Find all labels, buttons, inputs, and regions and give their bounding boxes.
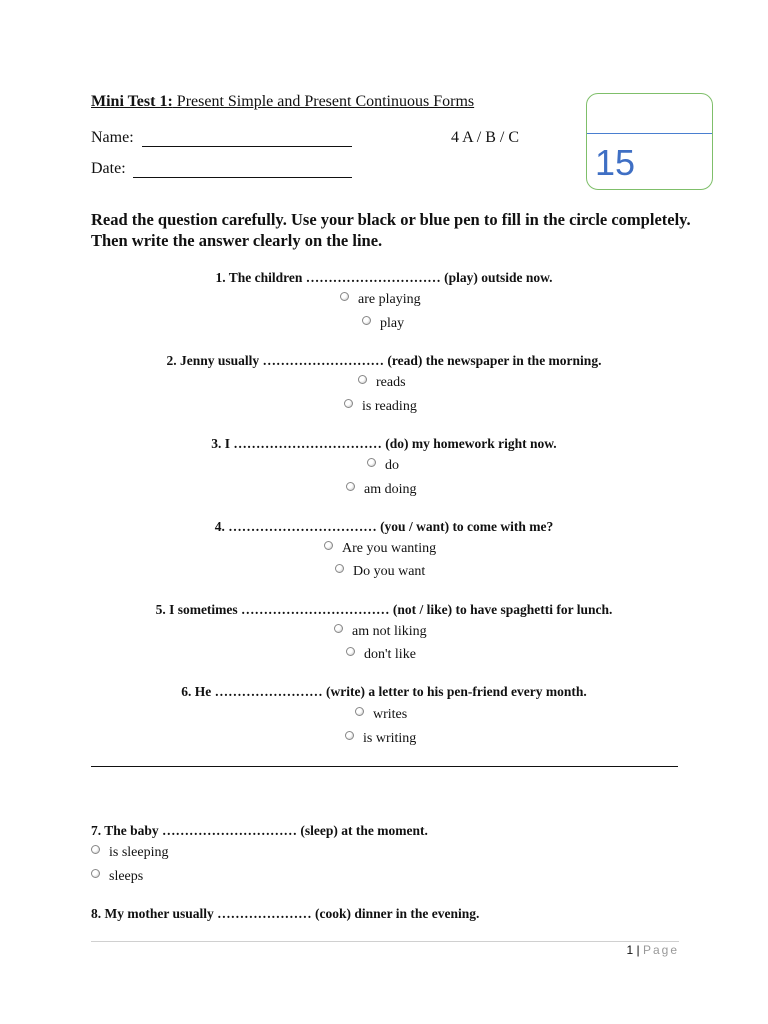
footer-divider (91, 941, 679, 942)
test-title-bold: Mini Test 1: (91, 93, 173, 110)
radio-circle-icon[interactable] (358, 375, 367, 384)
section-divider (91, 766, 678, 767)
option-label: am doing (364, 482, 417, 497)
name-blank[interactable] (142, 146, 352, 147)
instructions: Read the question carefully. Use your black or blue pen to fill in the circle completely. Then write the answer clearly on the line. (91, 210, 691, 250)
question-6: 6. He …………………… (write) a letter to his pen-friend every month. (181, 684, 587, 699)
question-3: 3. I …………………………… (do) my homework right now. (211, 436, 557, 451)
option-label: is writing (363, 731, 417, 746)
date-blank[interactable] (133, 177, 352, 178)
option-5b[interactable] (346, 647, 416, 663)
radio-circle-icon[interactable] (335, 564, 344, 573)
radio-circle-icon[interactable] (367, 458, 376, 467)
option-label: do (385, 458, 399, 473)
option-label: is reading (362, 399, 417, 414)
radio-circle-icon[interactable] (91, 869, 100, 878)
class-label: 4 A / B / C (451, 129, 520, 146)
test-title-rest: Present Simple and Present Continuous Forms (172, 93, 475, 110)
radio-circle-icon[interactable] (344, 399, 353, 408)
footer-separator: | (636, 943, 640, 957)
option-label: are playing (358, 292, 421, 307)
option-7b[interactable] (91, 869, 143, 885)
option-3b[interactable] (346, 482, 417, 498)
test-title (91, 93, 474, 111)
option-label: reads (376, 375, 406, 390)
option-5a[interactable] (334, 624, 427, 640)
option-2b[interactable] (344, 399, 417, 415)
option-6b[interactable] (345, 731, 416, 747)
option-label: am not liking (352, 624, 427, 639)
option-label: don't like (364, 647, 416, 662)
score-box (586, 93, 713, 190)
name-label: Name: (91, 129, 134, 146)
option-6a[interactable] (355, 707, 407, 723)
option-7a[interactable] (91, 845, 169, 861)
score-divider (587, 133, 712, 134)
option-4b[interactable] (335, 564, 425, 580)
option-3a[interactable] (367, 458, 399, 474)
score-value: 15 (595, 142, 636, 183)
radio-circle-icon[interactable] (345, 731, 354, 740)
radio-circle-icon[interactable] (362, 316, 371, 325)
page-footer (626, 943, 679, 957)
option-1b[interactable] (362, 316, 404, 332)
option-label: writes (373, 707, 408, 722)
radio-circle-icon[interactable] (346, 647, 355, 656)
option-2a[interactable] (358, 375, 406, 391)
option-label: Are you wanting (342, 541, 437, 556)
question-2: 2. Jenny usually ……………………… (read) the newspaper in the morning. (166, 353, 602, 368)
option-label: play (380, 316, 405, 331)
radio-circle-icon[interactable] (355, 707, 364, 716)
question-8: 8. My mother usually ………………… (cook) dinner in the evening. (91, 906, 480, 921)
radio-circle-icon[interactable] (340, 292, 349, 301)
radio-circle-icon[interactable] (324, 541, 333, 550)
option-label: sleeps (109, 869, 144, 884)
option-label: Do you want (353, 564, 426, 579)
radio-circle-icon[interactable] (334, 624, 343, 633)
date-label: Date: (91, 160, 126, 177)
option-1a[interactable] (340, 292, 421, 308)
option-4a[interactable] (324, 541, 436, 557)
page-number: 1 (626, 943, 634, 957)
radio-circle-icon[interactable] (91, 845, 100, 854)
question-7: 7. The baby ………………………… (sleep) at the moment. (91, 823, 428, 838)
question-1: 1. The children ………………………… (play) outside now. (215, 270, 553, 285)
page-label: Page (642, 943, 679, 957)
radio-circle-icon[interactable] (346, 482, 355, 491)
option-label: is sleeping (109, 845, 169, 860)
question-4: 4. …………………………… (you / want) to come with me? (214, 519, 554, 534)
question-5: 5. I sometimes …………………………… (not / like) to have spaghetti for lunch. (155, 602, 613, 617)
